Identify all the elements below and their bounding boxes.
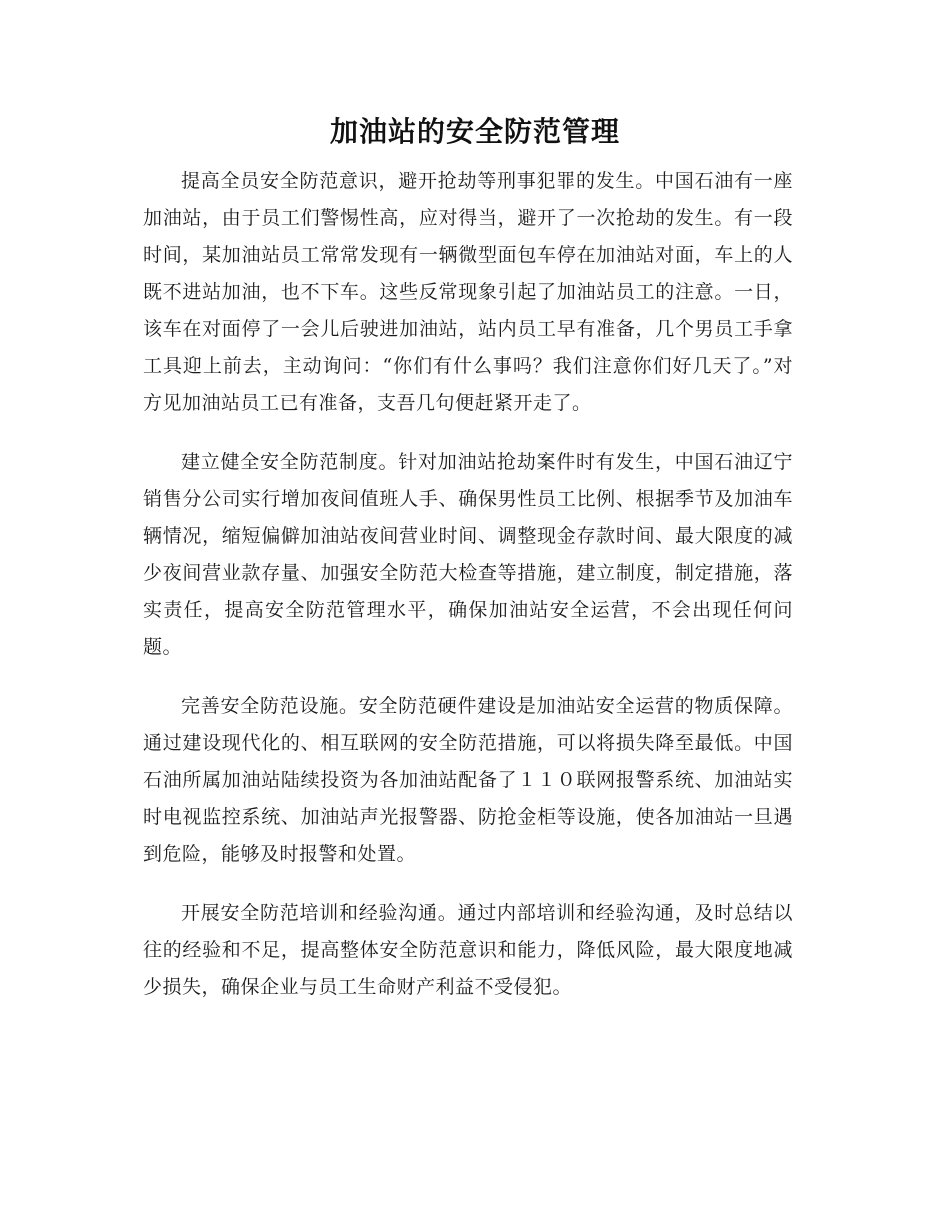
paragraph-training: 开展安全防范培训和经验沟通。通过内部培训和经验沟通，及时总结以往的经验和不足，提高整体安全防范意识和能力，降低风险，最大限度地减少损失，确保企业与员工生命财产利益不受侵犯。 xyxy=(143,902,793,998)
document-body xyxy=(143,163,793,1028)
paragraph-facilities: 完善安全防范设施。安全防范硬件建设是加油站安全运营的物质保障。通过建设现代化的、相互联网的安全防范措施，可以将损失降至最低。中国石油所属加油站陆续投资为各加油站配备了１１０联网报警系统、加油站实时电视监控系统、加油站声光报警器、防抢金柜等设施，使各加油站一旦遇到危险，能够及时报警和处置。 xyxy=(143,695,793,865)
paragraph-system: 建立健全安全防范制度。针对加油站抢劫案件时有发生，中国石油辽宁销售分公司实行增加夜间值班人手、确保男性员工比例、根据季节及加油车辆情况，缩短偏僻加油站夜间营业时间、调整现金存款时间、最大限度的减少夜间营业款存量、加强安全防范大检查等措施，建立制度，制定措施，落实责任，提高安全防范管理水平，确保加油站安全运营，不会出现任何问题。 xyxy=(143,451,793,658)
document-title: 加油站的安全防范管理 xyxy=(329,115,620,148)
paragraph-awareness: 提高全员安全防范意识，避开抢劫等刑事犯罪的发生。中国石油有一座加油站，由于员工们警惕性高，应对得当，避开了一次抢劫的发生。有一段时间，某加油站员工常常发现有一辆微型面包车停在加油站对面，车上的人既不进站加油，也不下车。这些反常现象引起了加油站员工的注意。一日，该车在对面停了一会儿后驶进加油站，站内员工早有准备，几个男员工手拿工具迎上前去，主动询问：“你们有什么事吗？我们注意你们好几天了。”对方见加油站员工已有准备，支吾几句便赶紧开走了。 xyxy=(143,170,793,414)
